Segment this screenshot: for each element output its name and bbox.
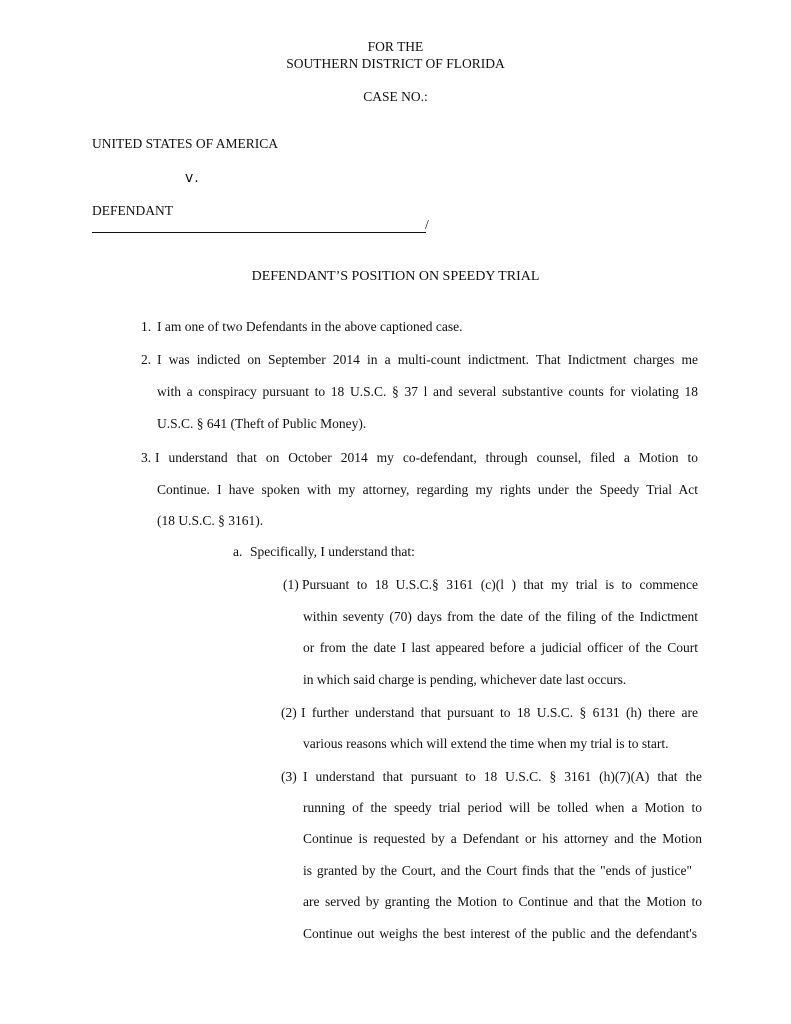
paragraph-number: 2.: [141, 352, 152, 367]
paragraph-line: with a conspiracy pursuant to 18 U.S.C. § 37 l and several substantive counts for violating 18: [157, 384, 698, 399]
item-line: are served by granting the Motion to Continue and that the Motion to: [303, 894, 702, 909]
item-line: running of the speedy trial period will be tolled when a Motion to: [303, 800, 702, 815]
item-line: I understand that pursuant to 18 U.S.C. § 3161 (h)(7)(A) that the: [303, 769, 702, 784]
item-line: Continue is requested by a Defendant or his attorney and the Motion: [303, 831, 702, 846]
paragraph-number: 3.: [141, 450, 152, 465]
item-line: Pursuant to 18 U.S.C.§ 3161 (c)(l ) that my trial is to commence: [302, 577, 698, 592]
plaintiff-name: UNITED STATES OF AMERICA: [92, 136, 279, 151]
item-line: I further understand that pursuant to 18 U.S.C. § 6131 (h) there are: [301, 705, 698, 720]
paragraph-line: Continue. I have spoken with my attorney, regarding my rights under the Speedy Trial Act: [157, 482, 698, 497]
paragraph-line: U.S.C. § 641 (Theft of Public Money).: [157, 416, 367, 431]
subparagraph-label: a.: [233, 544, 243, 559]
paragraph-number: 1.: [141, 319, 152, 334]
paragraph-line: (18 U.S.C. § 3161).: [157, 513, 264, 528]
item-line: within seventy (70) days from the date of the filing of the Indictment: [303, 609, 698, 624]
court-header-line2: SOUTHERN DISTRICT OF FLORIDA: [286, 56, 505, 71]
subparagraph-text: Specifically, I understand that:: [250, 544, 415, 559]
defendant-label: DEFENDANT: [92, 203, 173, 218]
paragraph-line: I was indicted on September 2014 in a multi-count indictment. That Indictment charges me: [157, 352, 698, 367]
item-number: (1): [283, 577, 299, 592]
item-number: (2): [281, 705, 297, 720]
caption-underline: [92, 232, 426, 233]
court-header-line1: FOR THE: [367, 39, 424, 54]
item-line: or from the date I last appeared before a judicial officer of the Court: [303, 640, 698, 655]
item-line: is granted by the Court, and the Court finds that the "ends of justice": [303, 863, 692, 878]
case-number-label: CASE NO.:: [363, 89, 428, 104]
caption-slash: /: [425, 217, 429, 232]
item-line: Continue out weighs the best interest of the public and the defendant's: [303, 926, 697, 941]
item-line: in which said charge is pending, whichever date last occurs.: [303, 672, 627, 687]
paragraph-line: I understand that on October 2014 my co-defendant, through counsel, filed a Motion to: [155, 450, 698, 465]
item-line: various reasons which will extend the time when my trial is to start.: [303, 736, 669, 751]
document-title: DEFENDANT’S POSITION ON SPEEDY TRIAL: [251, 269, 540, 284]
versus-label: v.: [185, 170, 201, 186]
paragraph-line: I am one of two Defendants in the above captioned case.: [157, 319, 463, 334]
item-number: (3): [281, 769, 297, 784]
